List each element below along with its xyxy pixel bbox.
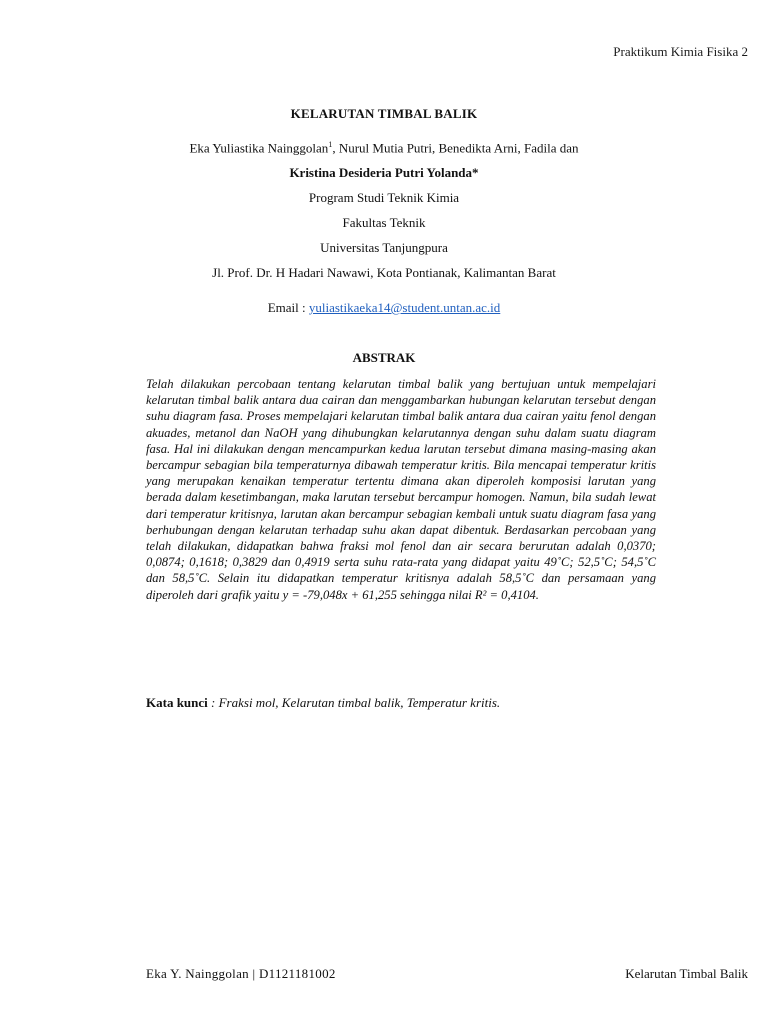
authors-line-1 bbox=[0, 140, 768, 156]
keywords-line bbox=[146, 695, 656, 711]
affiliation-program: Program Studi Teknik Kimia bbox=[308, 190, 460, 205]
abstract-heading: ABSTRAK bbox=[352, 350, 416, 365]
email-line bbox=[0, 300, 768, 316]
email-link[interactable]: yuliastikaeka14@student.untan.ac.id bbox=[308, 300, 501, 315]
affiliation-university: Universitas Tanjungpura bbox=[320, 240, 448, 255]
abstract-body: Telah dilakukan percobaan tentang kelarutan timbal balik yang bertujuan untuk mempelajari kelarutan timbal balik antara dua cairan dan menggambarkan hubungan kelarutan tersebut dengan suhu diagram fasa. Proses mempelajari kelarutan timbal balik antara dua cairan yaitu fenol dengan akuades, metanol dan NaOH yang dihubungkan kelarutannya dengan suhu dalam suatu diagram fasa. Hal ini dilakukan dengan mencampurkan kedua larutan tersebut dimana masing-masing akan bercampur sebagian bila temperaturnya dibawah temperatur kritis. Bila mencapai temperatur kritis yang merupakan kenaikan temperatur tertentu dimana akan diperoleh komposisi larutan yang berada dalam kesetimbangan, maka larutan tersebut bercampur homogen. Namun, bila sudah lewat dari temperatur kritisnya, larutan akan bercampur sebagian kembali untuk suatu diagram fasa yang berhubungan dengan kelarutan terhadap suhu akan dapat dibentuk. Berdasarkan percobaan yang telah dilakukan, didapatkan bahwa fraksi mol fenol dan air secara berurutan adalah 0,0370; 0,0874; 0,1618; 0,3829 dan 0,4919 serta suhu rata-rata yang didapat yaitu 49˚C; 52,5˚C; 54,5˚C dan 58,5˚C. Selain itu didapatkan temperatur kritisnya adalah 58,5˚C dan persamaan yang diperoleh dari grafik yaitu y = -79,048x + 61,255 sehingga nilai R² = 0,4104. bbox=[146, 377, 656, 602]
other-authors: , Nurul Mutia Putri, Benedikta Arni, Fadila dan bbox=[332, 140, 579, 156]
author-superscript: 1 bbox=[328, 140, 333, 149]
email-label: Email : bbox=[267, 300, 309, 315]
running-header: Praktikum Kimia Fisika 2 bbox=[613, 44, 748, 59]
keywords-separator: : bbox=[207, 695, 219, 710]
first-author: Eka Yuliastika Nainggolan bbox=[189, 140, 329, 156]
footer-running-title: Kelarutan Timbal Balik bbox=[625, 966, 748, 981]
corresponding-author: Kristina Desideria Putri Yolanda* bbox=[289, 165, 479, 180]
paper-title: KELARUTAN TIMBAL BALIK bbox=[290, 106, 478, 121]
keywords-text: Fraksi mol, Kelarutan timbal balik, Temperatur kritis. bbox=[218, 695, 501, 710]
footer-author-id: Eka Y. Nainggolan | D1121181002 bbox=[146, 966, 336, 981]
affiliation-faculty: Fakultas Teknik bbox=[342, 215, 426, 230]
keywords-label: Kata kunci bbox=[146, 695, 208, 710]
affiliation-address: Jl. Prof. Dr. H Hadari Nawawi, Kota Pontianak, Kalimantan Barat bbox=[212, 265, 556, 280]
